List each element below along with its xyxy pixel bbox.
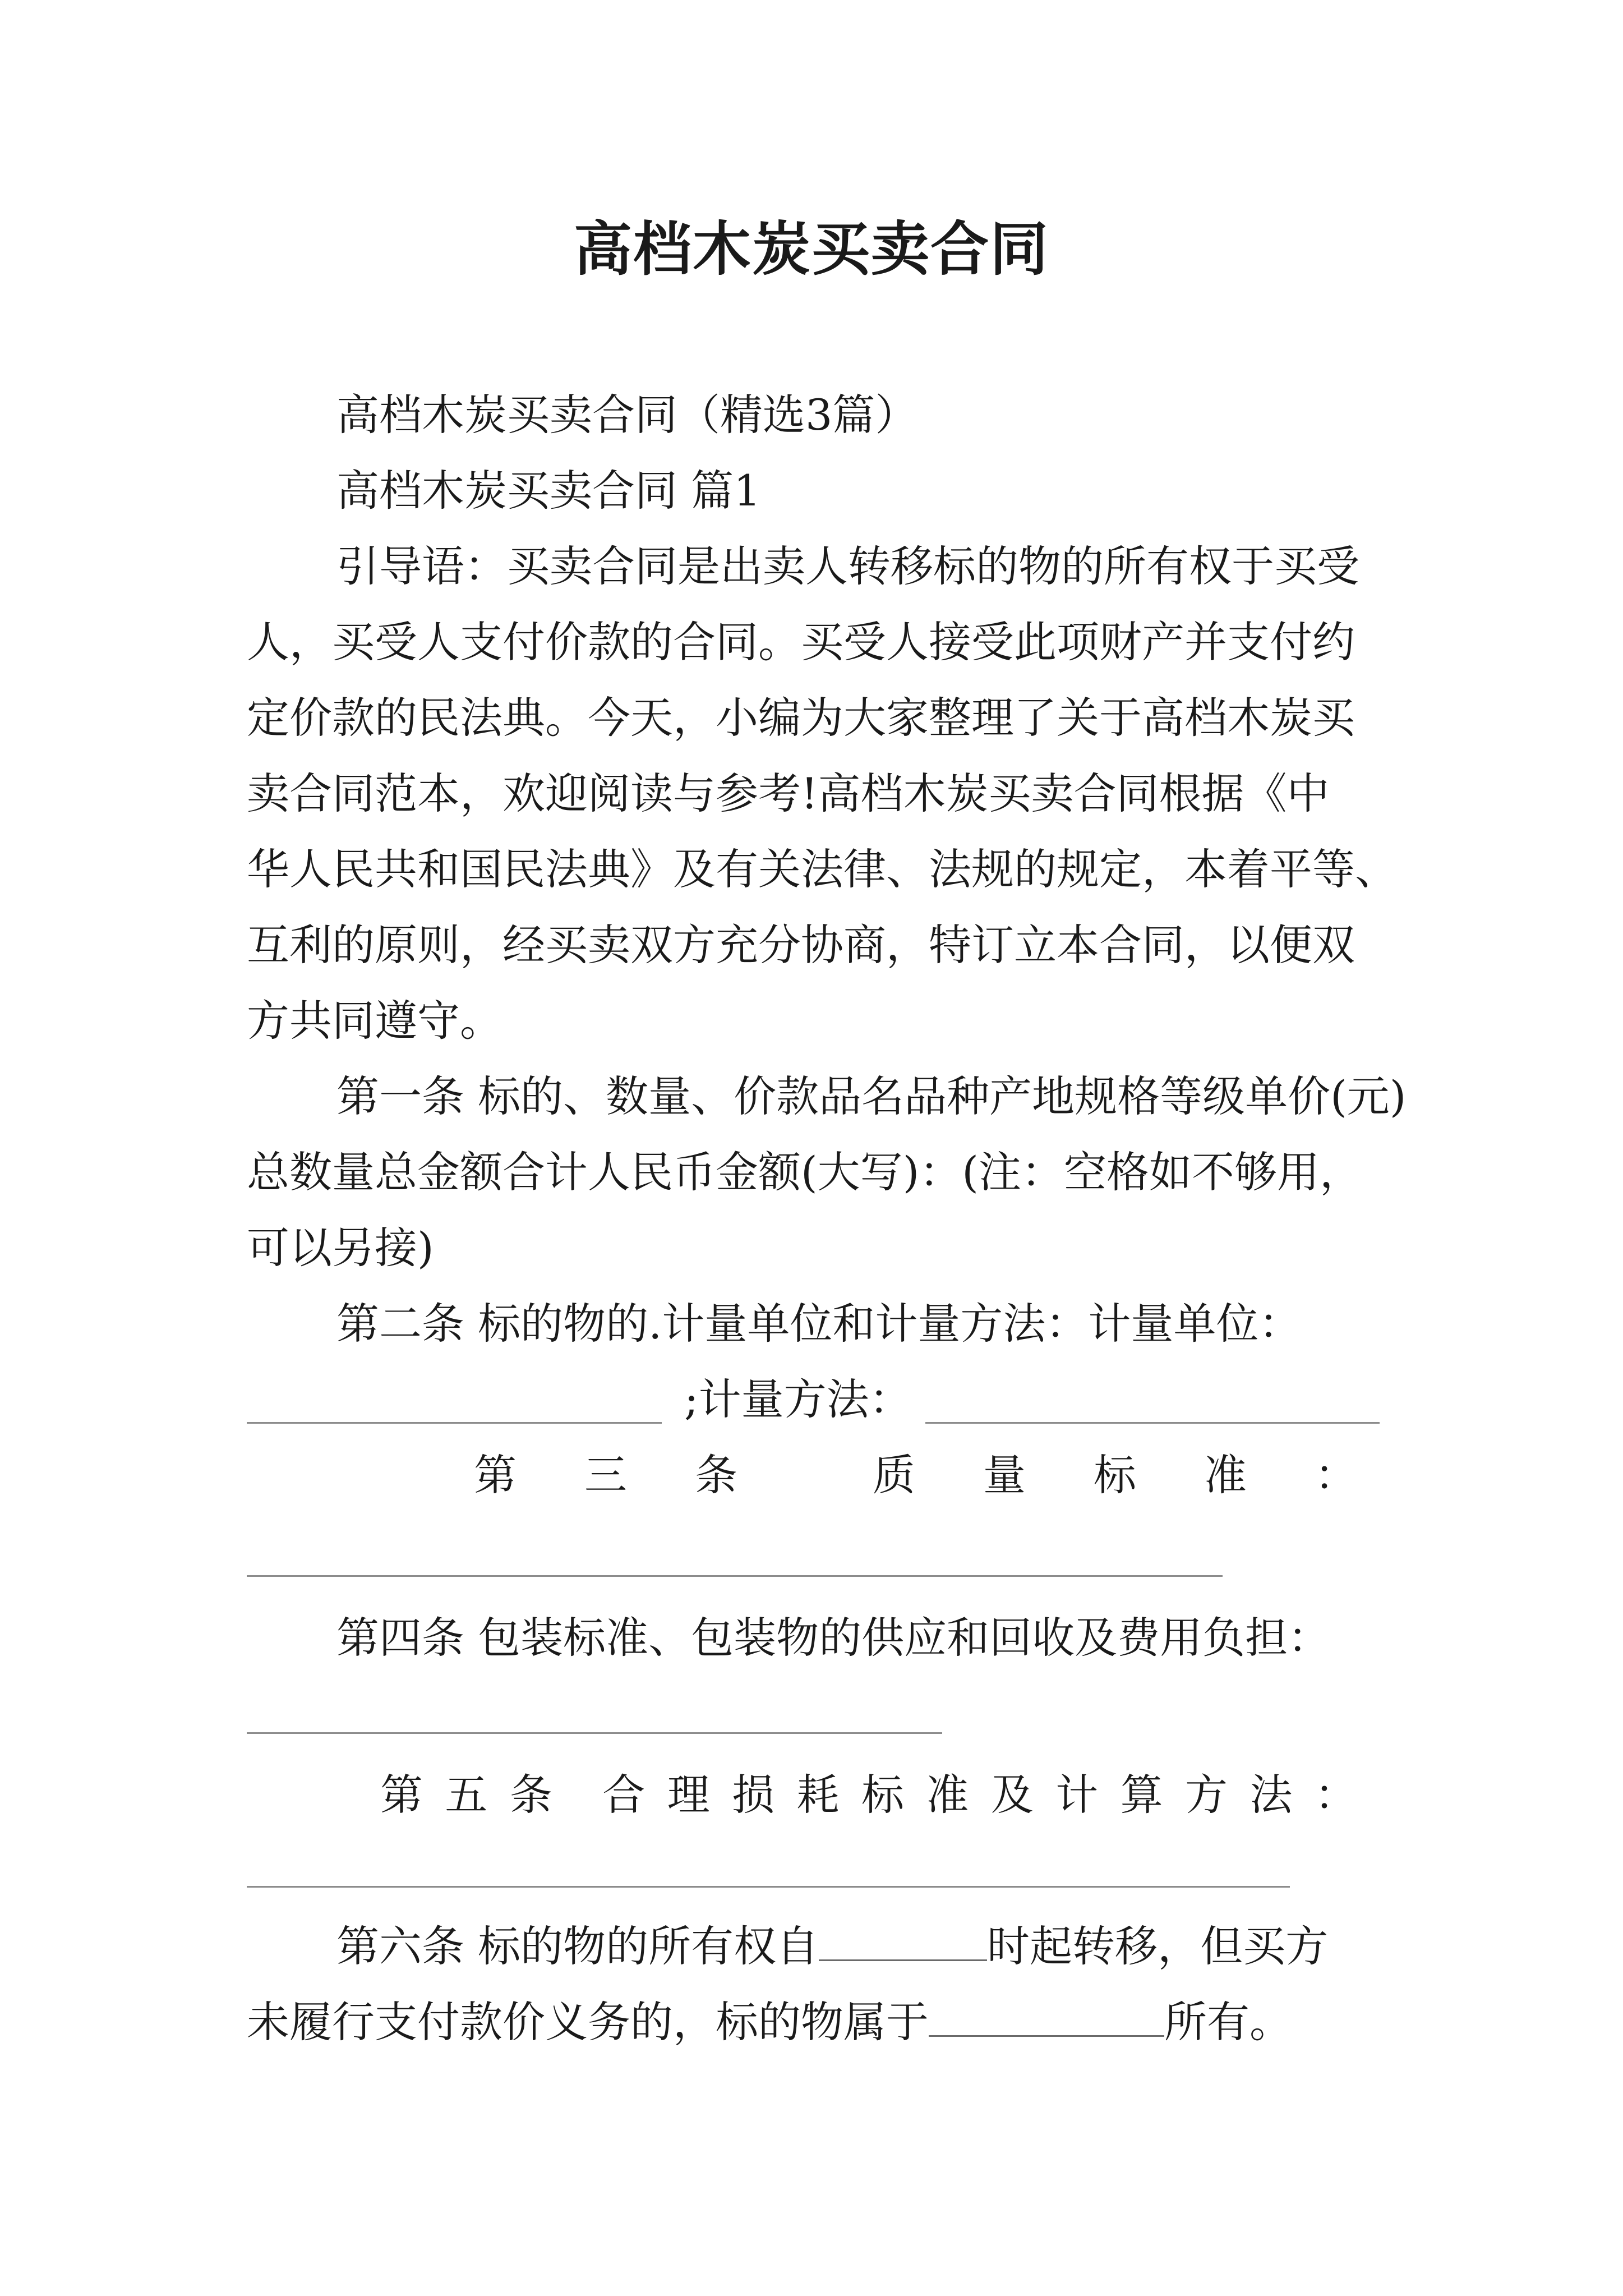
article5-char-3: 条	[509, 1770, 552, 1820]
blank-line-packaging	[247, 1732, 942, 1734]
article6-part-3: 未履行支付款价义务的，标的物属于	[247, 1997, 929, 2047]
article6-line-2	[247, 1994, 1292, 2050]
article1-line-3: 可以另接)	[247, 1223, 434, 1273]
article4-line: 第四条 包装标准、包装物的供应和回收及费用负担：	[336, 1613, 1331, 1663]
article5-char-10: 及	[990, 1770, 1034, 1820]
document-title: 高档木炭买卖合同	[573, 214, 1049, 283]
article3-char-6: 标	[1094, 1450, 1136, 1500]
article1-line-2: 总数量总金额合计人民币金额(大写)：(注：空格如不够用，	[247, 1147, 1362, 1197]
article5-char-13: 方	[1185, 1770, 1228, 1820]
intro-line-1: 引导语：买卖合同是出卖人转移标的物的所有权于买受	[336, 541, 1359, 591]
intro-line-6: 互利的原则，经买卖双方充分协商，特订立本合同，以便双	[247, 920, 1355, 970]
intro-line-5: 华人民共和国民法典》及有关法律、法规的规定，本着平等、	[247, 844, 1398, 894]
blank-line-unit	[247, 1422, 662, 1424]
article1-line-1: 第一条 标的、数量、价款品名品种产地规格等级单价(元)	[336, 1071, 1407, 1121]
article6-part-1: 第六条 标的物的所有权自	[336, 1921, 819, 1971]
article5-char-15: ：	[1314, 1770, 1357, 1820]
article5-char-4: 合	[602, 1770, 645, 1820]
article5-char-12: 算	[1120, 1770, 1163, 1820]
article6-line-1	[336, 1918, 1328, 1975]
intro-line-7: 方共同遵守。	[247, 996, 502, 1046]
article5-char-11: 计	[1055, 1770, 1099, 1820]
article3-char-4: 质	[873, 1450, 915, 1500]
article5-char-14: 法	[1249, 1770, 1293, 1820]
intro-line-3: 定价款的民法典。今天，小编为大家整理了关于高档木炭买	[247, 693, 1355, 743]
article6-part-2: 时起转移，但买方	[987, 1921, 1329, 1971]
article5-char-7: 耗	[796, 1770, 840, 1820]
article3-char-1: 第	[474, 1450, 517, 1500]
article2-line-1: 第二条 标的物的.计量单位和计量方法：计量单位：	[336, 1299, 1302, 1349]
blank-transfer-time	[819, 1920, 987, 1961]
article3-char-7: 准	[1204, 1450, 1247, 1500]
blank-owner	[929, 1996, 1164, 2037]
blank-line-quality	[247, 1575, 1223, 1577]
blank-line-method	[925, 1422, 1380, 1424]
article6-part-4: 所有。	[1164, 1997, 1292, 2047]
intro-line-4: 卖合同范本，欢迎阅读与参考!高档木炭买卖合同根据《中	[247, 769, 1330, 818]
document-subtitle: 高档木炭买卖合同（精选3篇）	[336, 390, 918, 440]
article5-char-8: 标	[861, 1770, 904, 1820]
blank-line-loss	[247, 1886, 1290, 1888]
article5-char-1: 第	[380, 1770, 423, 1820]
article5-char-9: 准	[926, 1770, 969, 1820]
article5-char-2: 五	[445, 1770, 488, 1820]
article2-unit-separator: ;计量方法：	[684, 1374, 912, 1424]
article5-heading	[380, 1767, 1357, 1823]
intro-line-2: 人，买受人支付价款的合同。买受人接受此项财产并支付约	[247, 617, 1355, 667]
section-heading: 高档木炭买卖合同 篇1	[336, 466, 761, 516]
article3-heading	[474, 1447, 1357, 1503]
article3-char-2: 三	[584, 1450, 627, 1500]
article5-char-6: 损	[732, 1770, 775, 1820]
article5-char-5: 理	[667, 1770, 710, 1820]
article3-char-3: 条	[695, 1450, 737, 1500]
article3-char-8: ：	[1315, 1450, 1357, 1500]
article3-char-5: 量	[983, 1450, 1026, 1500]
